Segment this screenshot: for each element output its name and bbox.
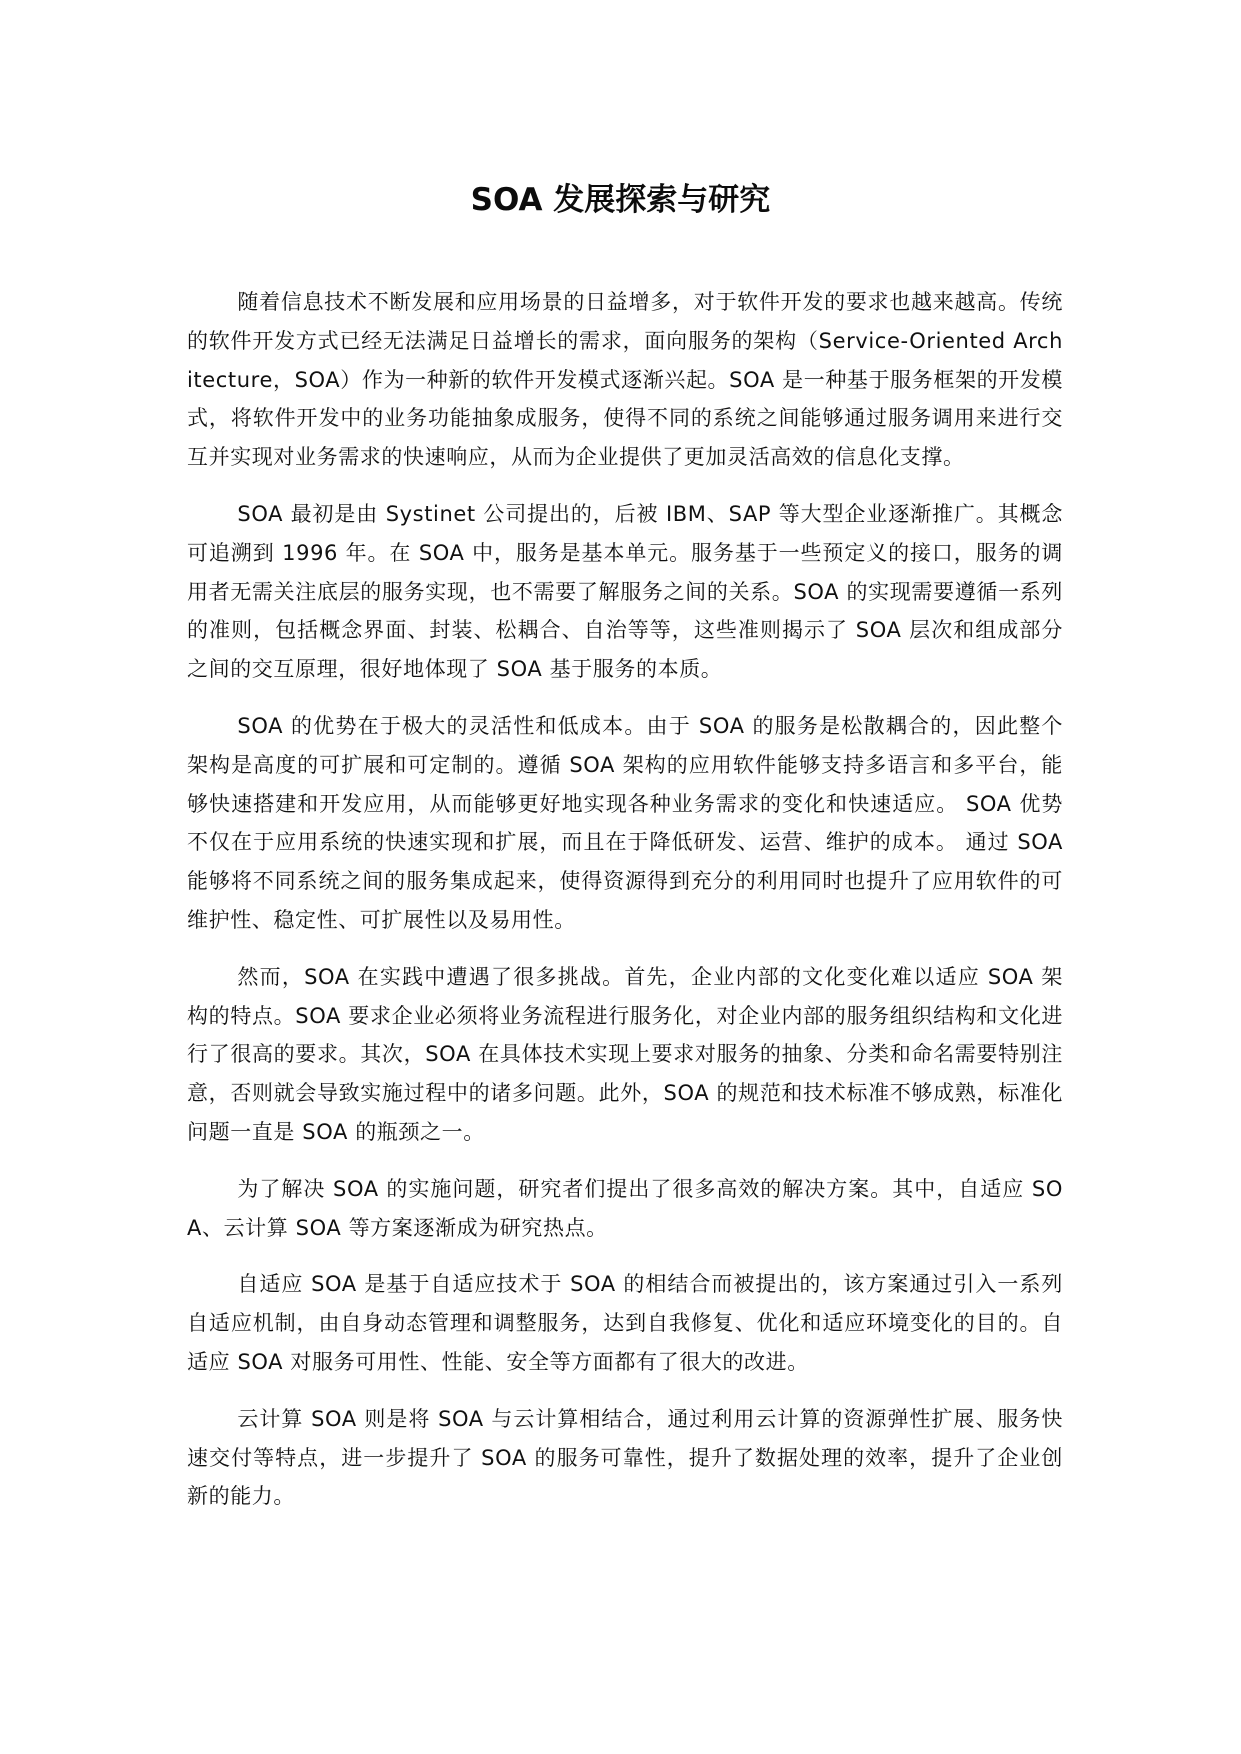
paragraph-challenges: 然而，SOA 在实践中遭遇了很多挑战。首先，企业内部的文化变化难以适应 SOA 架构的特点。SOA 要求企业必须将业务流程进行服务化，对企业内部的服务组织结构和文化进行了很高的要求。其次，SOA 在具体技术实现上要求对服务的抽象、分类和命名需要特别注意，否则就会导致实施过程中的诸多问题。此外，SOA 的规范和技术标准不够成熟，标准化问题一直是 SOA 的瓶颈之一。 bbox=[187, 964, 1063, 1144]
document-body bbox=[187, 283, 1063, 1534]
paragraph-solutions: 为了解决 SOA 的实施问题，研究者们提出了很多高效的解决方案。其中，自适应 SOA、云计算 SOA 等方案逐渐成为研究热点。 bbox=[187, 1176, 1063, 1240]
paragraph-advantages: SOA 的优势在于极大的灵活性和低成本。由于 SOA 的服务是松散耦合的，因此整个架构是高度的可扩展和可定制的。遵循 SOA 架构的应用软件能够支持多语言和多平台，能够快速搭建和开发应用，从而能够更好地实现各种业务需求的变化和快速适应。 SOA 优势不仅在于应用系统的快速实现和扩展，而且在于降低研发、运营、维护的成本。 通过 SOA 能够将不同系统之间的服务集成起来，使得资源得到充分的利用同时也提升了应用软件的可维护性、稳定性、可扩展性以及易用性。 bbox=[187, 713, 1063, 932]
paragraph-origin: SOA 最初是由 Systinet 公司提出的，后被 IBM、SAP 等大型企业逐渐推广。其概念可追溯到 1996 年。在 SOA 中，服务是基本单元。服务基于一些预定义的接口，服务的调用者无需关注底层的服务实现，也不需要了解服务之间的关系。SOA 的实现需要遵循一系列的准则，包括概念界面、封装、松耦合、自治等等，这些准则揭示了 SOA 层次和组成部分之间的交互原理，很好地体现了 SOA 基于服务的本质。 bbox=[187, 501, 1063, 682]
document-title: SOA 发展探索与研究 bbox=[470, 182, 771, 218]
paragraph-adaptive-soa: 自适应 SOA 是基于自适应技术于 SOA 的相结合而被提出的，该方案通过引入一系列自适应机制，由自身动态管理和调整服务，达到自我修复、优化和适应环境变化的目的。自适应 SOA 对服务可用性、性能、安全等方面都有了很大的改进。 bbox=[187, 1272, 1063, 1374]
paragraph-intro: 随着信息技术不断发展和应用场景的日益增多，对于软件开发的要求也越来越高。传统的软件开发方式已经无法满足日益增长的需求，面向服务的架构（Service-Oriented Architecture，SOA）作为一种新的软件开发模式逐渐兴起。SOA 是一种基于服务框架的开发模式，将软件开发中的业务功能抽象成服务，使得不同的系统之间能够通过服务调用来进行交互并实现对业务需求的快速响应，从而为企业提供了更加灵活高效的信息化支撑。 bbox=[187, 290, 1063, 470]
paragraph-cloud-soa: 云计算 SOA 则是将 SOA 与云计算相结合，通过利用云计算的资源弹性扩展、服务快速交付等特点，进一步提升了 SOA 的服务可靠性，提升了数据处理的效率，提升了企业创新的能力。 bbox=[187, 1406, 1063, 1509]
